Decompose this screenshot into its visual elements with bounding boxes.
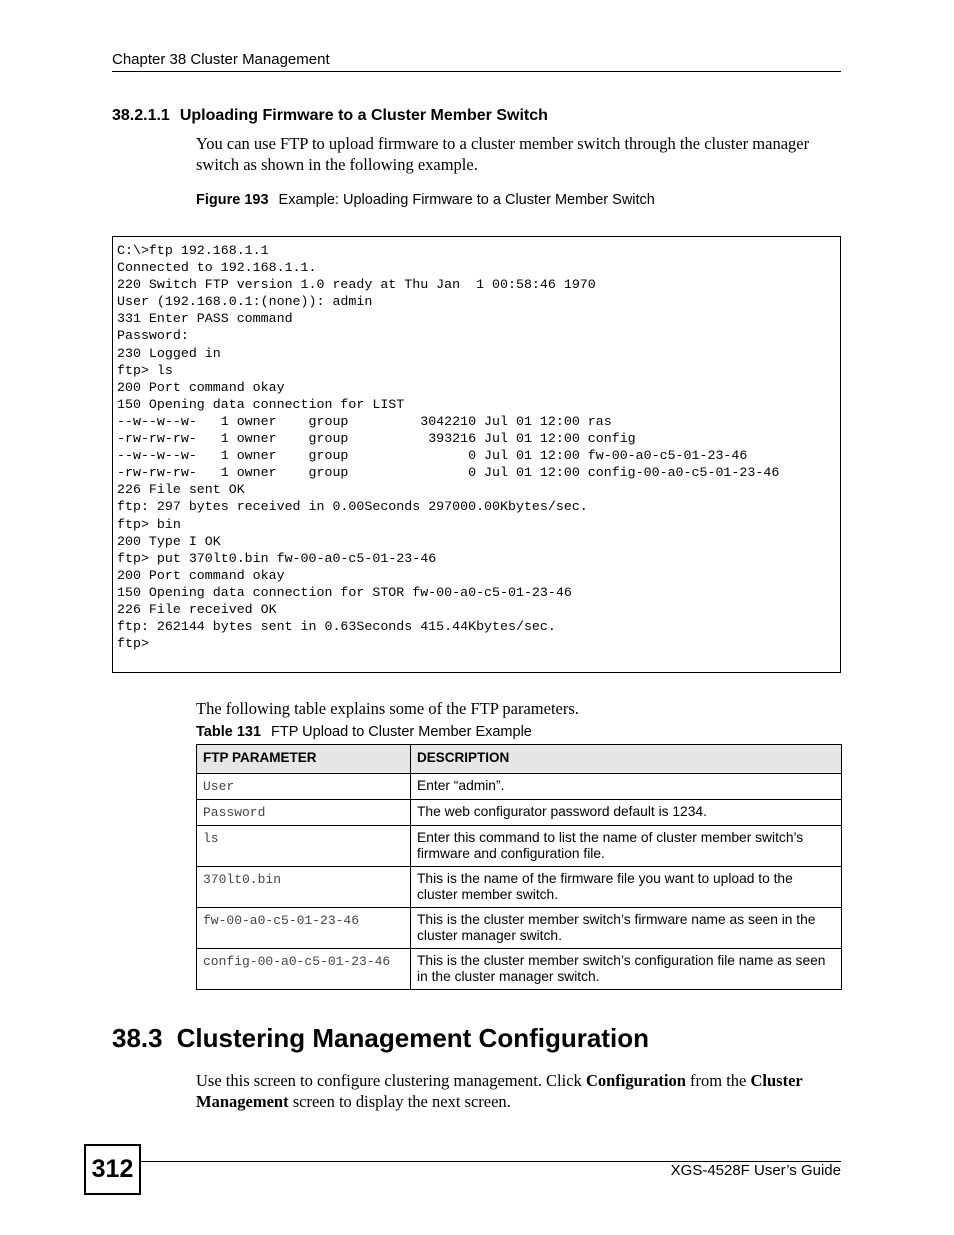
header-ftp-parameter: FTP PARAMETER (197, 745, 411, 774)
table-row (197, 800, 842, 826)
page-number: 312 (84, 1144, 141, 1195)
description-cell: The web configurator password default is 1234. (411, 800, 842, 826)
table-header-row (197, 745, 842, 774)
subsection-intro: You can use FTP to upload firmware to a cluster member switch through the cluster manager switch as shown in the following example. (196, 134, 810, 174)
section-number: 38.3 (112, 1023, 163, 1053)
param-cell: 370lt0.bin (197, 867, 411, 908)
figure-title: Example: Uploading Firmware to a Cluster Member Switch (278, 192, 655, 208)
body-text: from the (685, 1071, 751, 1090)
ftp-parameter-table (196, 744, 842, 990)
param-cell: Password (197, 800, 411, 826)
body-text: Use this screen to configure clustering management. Click (196, 1071, 586, 1090)
section-body (196, 1070, 841, 1112)
param-cell: ls (197, 826, 411, 867)
ftp-session-code-block (112, 236, 841, 673)
section-heading (112, 1023, 649, 1054)
configuration-term: Configuration (585, 1071, 686, 1090)
running-header: Chapter 38 Cluster Management (112, 51, 330, 68)
description-cell: This is the name of the firmware file you want to upload to the cluster member switch. (411, 867, 842, 908)
cluster-management-term: Cluster Management (196, 1071, 803, 1111)
param-cell: fw-00-a0-c5-01-23-46 (197, 908, 411, 949)
description-cell: This is the cluster member switch’s firmware name as seen in the cluster manager switch. (411, 908, 842, 949)
param-cell: User (197, 774, 411, 800)
table-label: Table 131 (196, 724, 262, 740)
table-intro: The following table explains some of the FTP parameters. (196, 699, 579, 718)
ftp-session-text: C:\>ftp 192.168.1.1 Connected to 192.168.1.1. 220 Switch FTP version 1.0 ready at Thu Jan 1 00:58:46 1970 User (192.168.0.1:(none)): admin 331 Enter PASS command Password: 230 Logged in ftp> ls 200 Port command okay 150 Opening data connection for LIST --w--w--w- 1 owner group 3042210 Jul 01 12:00 ras -rw-rw-rw- 1 owner group 393216 Jul 01 12:00 config --w--w--w- 1 owner group 0 Jul 01 12:00 fw-00-a0-c5-01-23-46 -rw-rw-rw- 1 owner group 0 Jul 01 12:00 config-00-a0-c5-01-23-46 226 File sent OK ftp: 297 bytes received in 0.00Seconds 297000.00Kbytes/sec. ftp> bin 200 Type I OK ftp> put 370lt0.bin fw-00-a0-c5-01-23-46 200 Port command okay 150 Opening data connection for STOR fw-00-a0-c5-01-23-46 226 File received OK ftp: 262144 bytes sent in 0.63Seconds 415.44Kbytes/sec. ftp> (117, 243, 780, 652)
description-cell: Enter this command to list the name of cluster member switch’s firmware and configuration file. (411, 826, 842, 867)
body-text: screen to display the next screen. (288, 1092, 511, 1111)
table-row (197, 826, 842, 867)
table-row (197, 774, 842, 800)
description-cell: This is the cluster member switch’s configuration file name as seen in the cluster manager switch. (411, 949, 842, 990)
header-description: DESCRIPTION (411, 745, 842, 774)
table-row (197, 949, 842, 990)
figure-label: Figure 193 (196, 192, 269, 208)
description-cell: Enter “admin”. (411, 774, 842, 800)
table-row (197, 867, 842, 908)
header-divider (112, 71, 841, 72)
figure-caption (196, 192, 655, 208)
subsection-heading (112, 107, 548, 125)
table-caption (196, 724, 532, 740)
section-title: Clustering Management Configuration (176, 1023, 649, 1053)
table-title: FTP Upload to Cluster Member Example (271, 724, 532, 740)
guide-title: XGS-4528F User’s Guide (670, 1162, 841, 1179)
param-cell: config-00-a0-c5-01-23-46 (197, 949, 411, 990)
subsection-number: 38.2.1.1 (112, 107, 170, 124)
table-row (197, 908, 842, 949)
subsection-title: Uploading Firmware to a Cluster Member Switch (179, 107, 548, 124)
